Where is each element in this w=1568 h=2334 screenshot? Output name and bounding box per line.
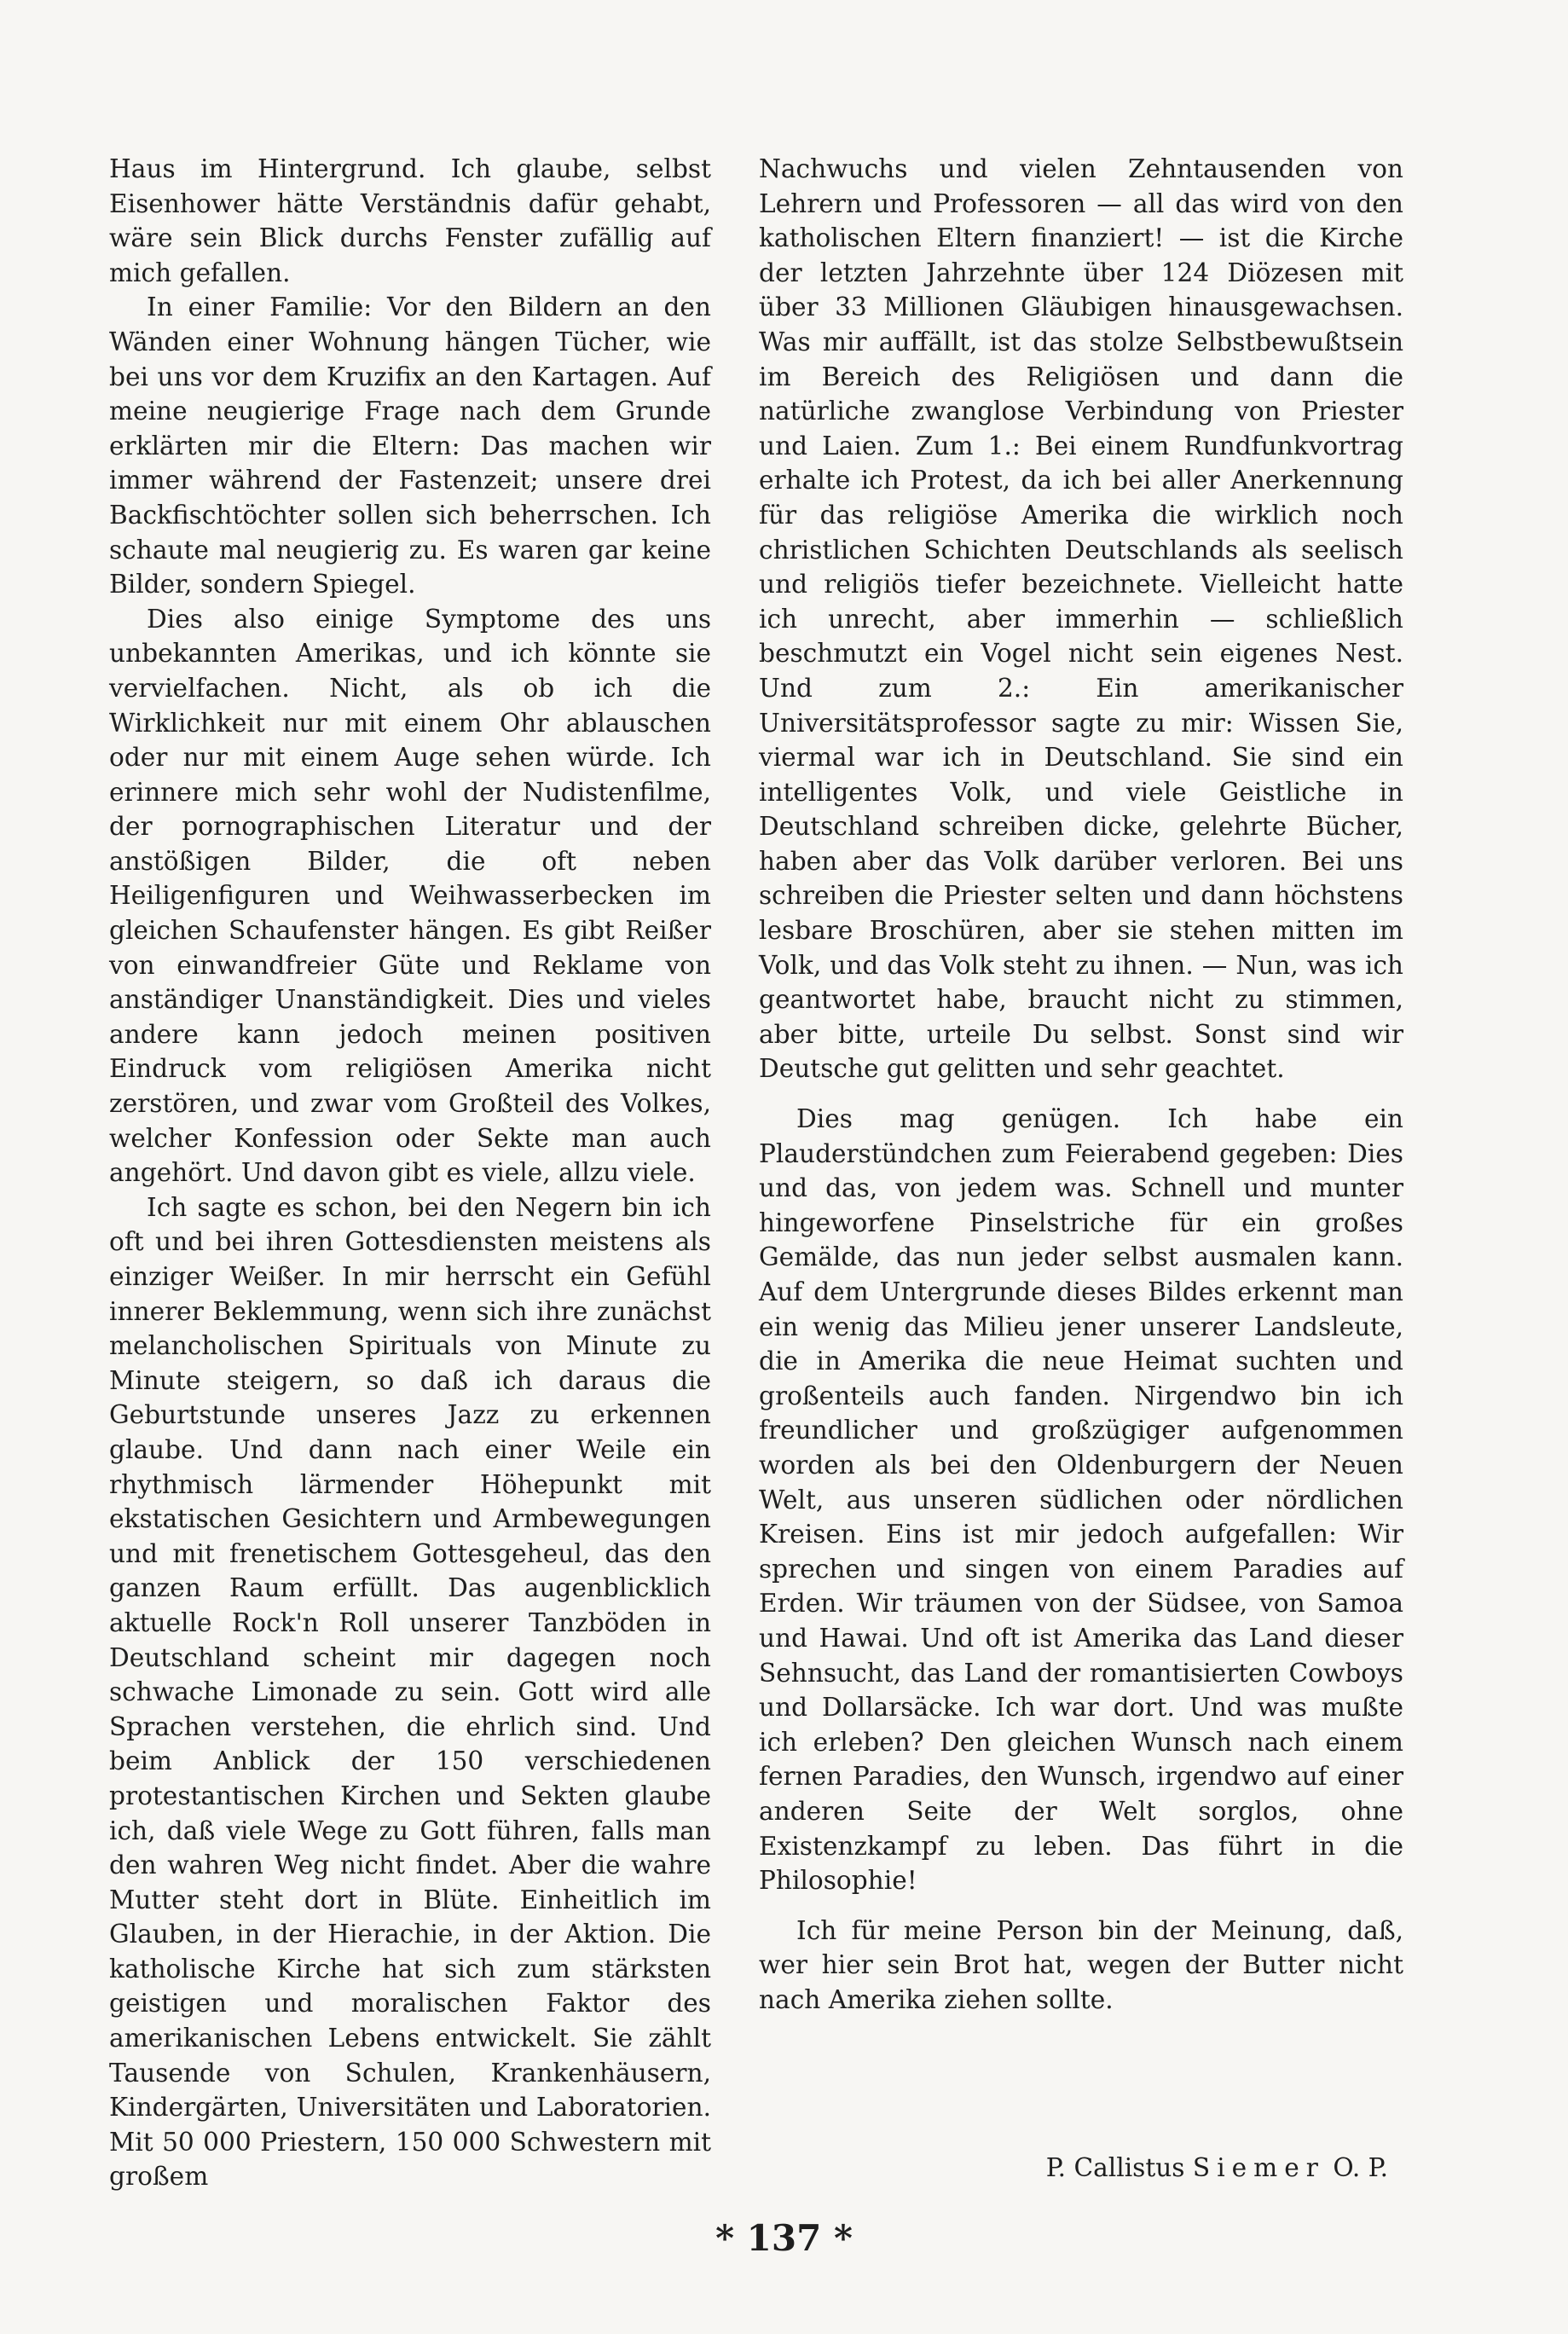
paragraph: Haus im Hintergrund. Ich glaube, selbst Eisenhower hätte Verständnis dafür gehabt, wäre sein Blick durchs Fenster zufällig auf mich gefallen.	[109, 154, 711, 287]
page-number: * 137 *	[715, 2217, 853, 2259]
author-signature	[759, 2151, 1388, 2186]
paragraph: Ich sagte es schon, bei den Negern bin ich oft und bei ihren Gottesdiensten meistens als einziger Weißer. In mir herrscht ein Gefühl innerer Beklemmung, wenn sich ihre zunächst melancholischen Spirituals von Minute zu Minute steigern, so daß ich daraus die Geburtstunde unseres Jazz zu erkennen glaube. Und dann nach einer Weile ein rhythmisch lärmender Höhepunkt mit ekstatischen Gesichtern und Armbewegungen und mit frenetischem Gottesgeheul, das den ganzen Raum erfüllt. Das augenblicklich aktuelle Rock'n Roll unserer Tanzböden in Deutschland scheint mir dagegen noch schwache Limonade zu sein. Gott wird alle Sprachen verstehen, die ehrlich sind. Und beim Anblick der 150 verschiedenen protestantischen Kirchen und Sekten glaube ich, daß viele Wege zu Gott führen, falls man den wahren Weg nicht findet. Aber die wahre Mutter steht dort in Blüte. Einheitlich im Glauben, in der Hierachie, in der Aktion. Die katholische Kirche hat sich zum stärksten geistigen und moralischen Faktor des amerikanischen Lebens entwickelt. Sie zählt Tausende von Schulen, Krankenhäusern, Kindergärten, Universitäten und Laboratorien. Mit 50 000 Priestern, 150 000 Schwestern mit großem	[109, 1192, 711, 2192]
paragraph: Dies mag genügen. Ich habe ein Plauderstündchen zum Feierabend gegeben: Dies und das, von jedem was. Schnell und munter hingeworfene Pinselstriche für ein großes Gemälde, das nun jeder selbst ausmalen kann. Auf dem Untergrunde dieses Bildes erkennt man ein wenig das Milieu jener unserer Landsleute, die in Amerika die neue Heimat suchten und großenteils auch fanden. Nirgendwo bin ich freundlicher und großzügiger aufgenommen worden als bei den Oldenburgern der Neuen Welt, aus unseren südlichen oder nördlichen Kreisen. Eins ist mir jedoch aufgefallen: Wir sprechen und singen von einem Paradies auf Erden. Wir träumen von der Südsee, von Samoa und Hawai. Und oft ist Amerika das Land dieser Sehnsucht, das Land der romantisierten Cowboys und Dollarsäcke. Ich war dort. Und was mußte ich erleben? Den gleichen Wunsch nach einem fernen Paradies, den Wunsch, irgendwo auf einer anderen Seite der Welt sorglos, ohne Existenzkampf zu leben. Das führt in die Philosophie!	[759, 1104, 1403, 1896]
right-column	[759, 152, 1403, 2017]
paragraph: In einer Familie: Vor den Bildern an den Wänden einer Wohnung hängen Tücher, wie bei uns vor dem Kruzifix an den Kartagen. Auf meine neugierige Frage nach dem Grunde erklärten mir die Eltern: Das machen wir immer während der Fastenzeit; unsere drei Backfischtöchter sollen sich beherrschen. Ich schaute mal neugierig zu. Es waren gar keine Bilder, sondern Spiegel.	[109, 292, 711, 599]
paragraph: Nachwuchs und vielen Zehntausenden von Lehrern und Professoren — all das wird von den katholischen Eltern finanziert! — ist die Kirche der letzten Jahrzehnte über 124 Diözesen mit über 33 Millionen Gläubigen hinausgewachsen. Was mir auffällt, ist das stolze Selbstbewußtsein im Bereich des Religiösen und dann die natürliche zwanglose Verbindung von Priester und Laien. Zum 1.: Bei einem Rundfunkvortrag erhalte ich Protest, da ich bei aller Anerkennung für das religiöse Amerika die wirklich noch christlichen Schichten Deutschlands als seelisch und religiös tiefer bezeichnete. Vielleicht hatte ich unrecht, aber immerhin — schließlich beschmutzt ein Vogel nicht sein eigenes Nest. Und zum 2.: Ein amerikanischer Universitätsprofessor sagte zu mir: Wissen Sie, viermal war ich in Deutschland. Sie sind ein intelligentes Volk, und viele Geistliche in Deutschland schreiben dicke, gelehrte Bücher, haben aber das Volk darüber verloren. Bei uns schreiben die Priester selten und dann höchstens lesbare Broschüren, aber sie stehen mitten im Volk, und das Volk steht zu ihnen. — Nun, was ich geantwortet habe, braucht nicht zu stimmen, aber bitte, urteile Du selbst. Sonst sind wir Deutsche gut gelitten und sehr geachtet.	[759, 154, 1403, 1084]
author-prefix: P. Callistus	[1045, 2153, 1185, 2182]
author-suffix: O. P.	[1333, 2153, 1388, 2182]
paragraph: Dies also einige Symptome des uns unbekannten Amerikas, und ich könnte sie vervielfachen. Nicht, als ob ich die Wirklichkeit nur mit einem Ohr ablauschen oder nur mit einem Auge sehen würde. Ich erinnere mich sehr wohl der Nudistenfilme, der pornographischen Literatur und der anstößigen Bilder, die oft neben Heiligenfiguren und Weihwasserbecken im gleichen Schaufenster hängen. Es gibt Reißer von einwandfreier Güte und Reklame von anständiger Unanständigkeit. Dies und vieles andere kann jedoch meinen positiven Eindruck vom religiösen Amerika nicht zerstören, und zwar vom Großteil des Volkes, welcher Konfession oder Sekte man auch angehört. Und davon gibt es viele, allzu viele.	[109, 604, 711, 1188]
paragraph: Ich für meine Person bin der Meinung, daß, wer hier sein Brot hat, wegen der Butter nicht nach Amerika ziehen sollte.	[759, 1915, 1403, 2014]
author-name: Siemer	[1192, 2153, 1325, 2182]
left-column	[109, 152, 711, 2194]
